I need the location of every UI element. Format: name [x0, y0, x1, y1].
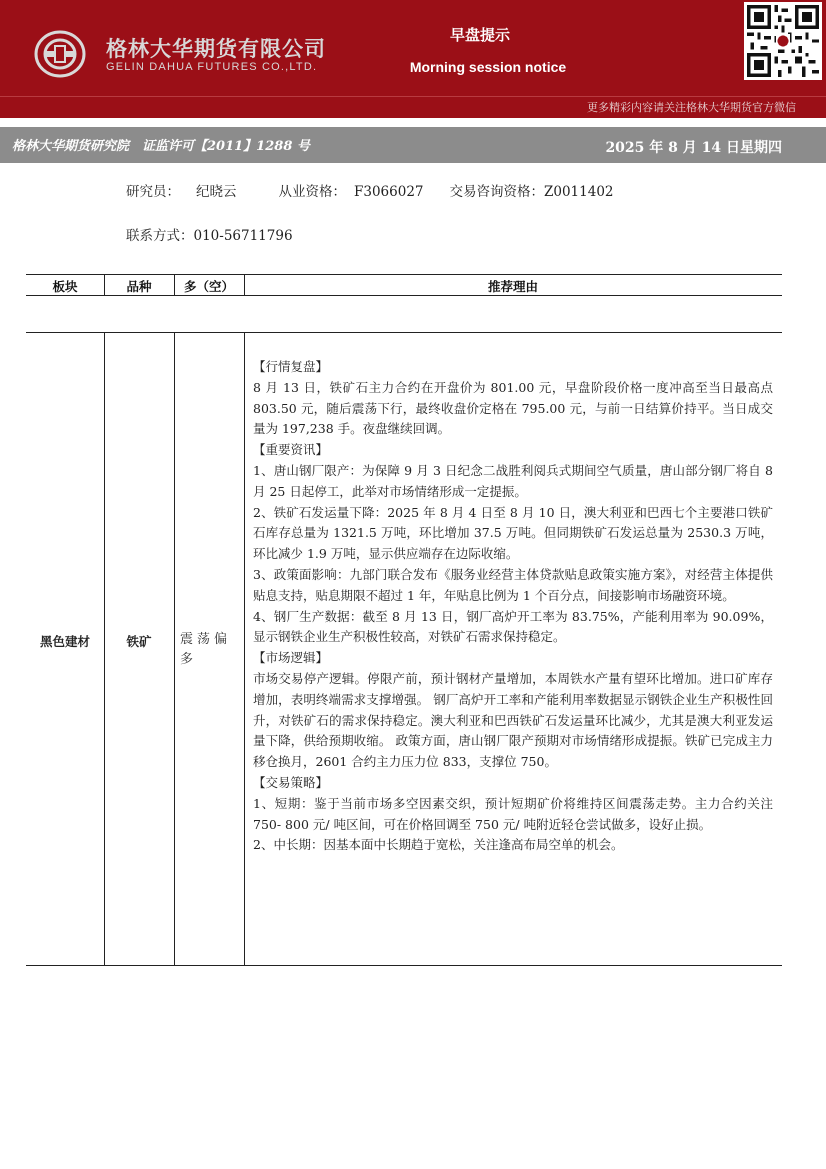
- follow-wechat-note: 更多精彩内容请关注格林大华期货官方微信: [587, 101, 796, 114]
- report-title-en: Morning session notice: [409, 59, 567, 75]
- reason-paragraph: 2、铁矿石发运量下降：2025 年 8 月 4 日至 8 月 10 日，澳大利亚和巴西七个主要港口铁矿石库存总量为 1321.5 万吨，环比增加 37.5 万吨。但同期铁矿石发运总量为 2530.3 万吨，环比减少 1.9 万吨，显示供应端存在边际收缩。: [253, 504, 773, 562]
- consult-label: 交易咨询资格：: [449, 184, 544, 200]
- qualification-number: F3066027: [354, 184, 424, 200]
- company-logo-icon: [34, 30, 86, 78]
- contact-info: [126, 224, 293, 244]
- company-name-cn: 格林大华期货有限公司: [106, 37, 326, 61]
- wechat-qr-code-icon: [744, 2, 822, 80]
- header-sector: 板块: [52, 279, 78, 294]
- report-date: 2025 年 8 月 14 日星期四: [605, 140, 782, 156]
- header-direction: 多（空）: [183, 279, 234, 294]
- reason-paragraph: 8 月 13 日，铁矿石主力合约在开盘价为 801.00 元，早盘阶段价格一度冲高至当日最高点 803.50 元，随后震荡下行，最终收盘价定格在 795.00 元，与前一日结算价持平。当日成交量为 197,238 手。夜盘继续回调。: [253, 379, 773, 437]
- section-heading: 【市场逻辑】: [253, 650, 329, 666]
- contact-label: 联系方式：: [126, 228, 194, 244]
- table-row-top-border: [26, 332, 782, 333]
- header-variety: 品种: [126, 279, 152, 294]
- institute-license: 格林大华期货研究院 证监许可【2011】1288 号: [12, 139, 310, 154]
- cell-sector: 黑色建材: [39, 634, 90, 649]
- section-heading: 【行情复盘】: [253, 359, 329, 374]
- contact-phone: 010-56711796: [193, 228, 293, 244]
- section-heading: 【交易策略】: [253, 774, 329, 790]
- reason-paragraph: 1、唐山钢厂限产：为保障 9 月 3 日纪念二战胜利阅兵式期间空气质量，唐山部分钢厂将自 8 月 25 日起停工，此举对市场情绪形成一定提振。: [253, 462, 773, 499]
- cell-direction: 震荡偏多: [180, 632, 232, 667]
- researcher-info: [126, 180, 614, 200]
- reason-paragraph: 4、钢厂生产数据：截至 8 月 13 日，钢厂高炉开工率为 83.75%，产能利用率为 90.09%，显示钢铁企业生产积极性较高，对铁矿石需求保持稳定。: [253, 608, 773, 645]
- consult-number: Z0011402: [544, 184, 614, 200]
- column-divider: [174, 332, 175, 965]
- qualification-label: 从业资格：: [278, 184, 346, 200]
- company-name-en: GELIN DAHUA FUTURES CO.,LTD.: [106, 61, 318, 73]
- reason-paragraph: 市场交易停产逻辑。停限产前，预计钢材产量增加，本周铁水产量有望环比增加。进口矿库存增加，表明终端需求支撑增强。 钢厂高炉开工率和产能利用率数据显示钢铁企业生产积极性回升，对铁矿石的需求保持稳定。澳大利亚和巴西铁矿石发运量环比减少，尤其是澳大利亚发运量下降，供给预期收缩。 政策方面，唐山钢厂限产预期对市场情绪形成提振。铁矿已完成主力移仓换月，2601 合约主力压力位 833，支撑位 750。: [253, 670, 773, 770]
- column-divider: [244, 332, 245, 965]
- header-reason: 推荐理由: [487, 279, 538, 294]
- section-heading: 【重要资讯】: [253, 442, 329, 458]
- reason-paragraph: 2、中长期：因基本面中长期趋于宽松，关注逢高布局空单的机会。: [253, 837, 624, 853]
- researcher-name: 纪晓云: [196, 184, 237, 200]
- reason-paragraph: 3、政策面影响：九部门联合发布《服务业经营主体贷款贴息政策实施方案》，对经营主体提供贴息支持，贴息期限不超过 1 年，年贴息比例为 1 个百分点，间接影响市场融资环境。: [253, 566, 773, 603]
- recommendation-reason: [253, 357, 773, 856]
- report-title-cn: 早盘提示: [449, 26, 510, 44]
- researcher-label: 研究员：: [126, 184, 180, 200]
- cell-variety: 铁矿: [126, 634, 152, 649]
- reason-paragraph: 1、短期：鉴于当前市场多空因素交织，预计短期矿价将维持区间震荡走势。主力合约关注 750- 800 元/ 吨区间，可在价格回调至 750 元/ 吨附近轻仓尝试做多，设好止损。: [253, 795, 773, 832]
- table-top-border: [26, 274, 782, 275]
- table-header-border: [26, 295, 782, 296]
- table-bottom-border: [26, 965, 782, 966]
